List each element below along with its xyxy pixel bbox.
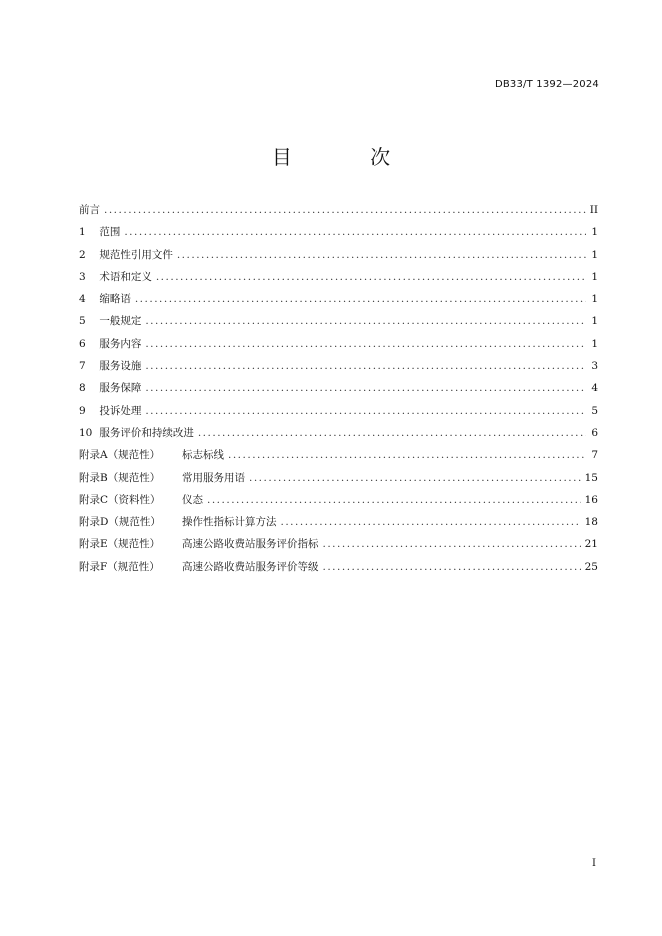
toc-entry-number: 附录F（规范性） (79, 560, 160, 573)
toc-entry-number: 附录C（资料性） (79, 493, 161, 506)
toc-entry-label: 附录D（规范性） 操作性指标计算方法 (79, 511, 277, 533)
toc-entry-7[interactable] (79, 355, 598, 377)
leader-dots (323, 533, 581, 555)
toc-entry-1[interactable] (79, 221, 598, 243)
toc-entry-label: 4 缩略语 (79, 288, 131, 310)
toc-entry-label: 3 术语和定义 (79, 266, 152, 288)
toc-entry-label: 附录F（规范性） 高速公路收费站服务评价等级 (79, 556, 319, 578)
toc-entry-label: 5 一般规定 (79, 310, 141, 332)
toc-entry-number: 附录A（规范性） (79, 449, 161, 462)
toc-entry-page: 16 (584, 493, 598, 506)
toc-title: 目 次 (271, 145, 427, 169)
toc-entry-page: 3 (591, 360, 598, 373)
leader-dots (198, 422, 586, 444)
toc-entry-number: 8 (79, 382, 86, 395)
leader-dots (145, 310, 586, 332)
leader-dots (145, 377, 586, 399)
toc-entry-number: 7 (79, 360, 86, 373)
toc-entry-8[interactable] (79, 377, 598, 399)
table-of-contents (79, 199, 598, 578)
toc-entry-page: 1 (591, 226, 598, 239)
toc-entry-page: 1 (591, 293, 598, 306)
leader-dots (281, 511, 581, 533)
toc-entry-4[interactable] (79, 288, 598, 310)
toc-entry-page: 18 (584, 516, 598, 529)
toc-entry-2[interactable] (79, 244, 598, 266)
toc-entry-number: 附录E（规范性） (79, 538, 161, 551)
leader-dots (207, 489, 581, 511)
toc-entry-foreword[interactable] (79, 199, 598, 221)
toc-entry-appendix-b[interactable] (79, 467, 598, 489)
toc-entry-number: 1 (79, 226, 86, 239)
toc-entry-page: 21 (584, 538, 598, 551)
toc-entry-number: 附录D（规范性） (79, 516, 161, 529)
toc-entry-page: 4 (591, 382, 598, 395)
toc-entry-appendix-d[interactable] (79, 511, 598, 533)
leader-dots (104, 199, 586, 221)
toc-entry-page: 25 (584, 560, 598, 573)
toc-entry-page: II (589, 204, 598, 216)
toc-entry-label: 7 服务设施 (79, 355, 141, 377)
toc-entry-number: 2 (79, 248, 86, 261)
toc-entry-number: 5 (79, 315, 86, 328)
toc-entry-10[interactable] (79, 422, 598, 444)
page-number: I (592, 858, 596, 869)
toc-entry-page: 7 (591, 449, 598, 462)
toc-entry-label: 附录A（规范性） 标志标线 (79, 444, 224, 466)
toc-entry-label: 6 服务内容 (79, 333, 141, 355)
toc-entry-5[interactable] (79, 310, 598, 332)
toc-entry-number: 附录B（规范性） (79, 471, 161, 484)
toc-entry-appendix-f[interactable] (79, 556, 598, 578)
leader-dots (323, 556, 581, 578)
toc-entry-label: 1 范围 (79, 221, 120, 243)
leader-dots (135, 288, 586, 310)
toc-entry-page: 5 (591, 404, 598, 417)
toc-entry-number: 4 (79, 293, 86, 306)
toc-entry-appendix-a[interactable] (79, 444, 598, 466)
toc-entry-page: 6 (591, 426, 598, 439)
toc-entry-number: 9 (79, 404, 86, 417)
toc-entry-label: 8 服务保障 (79, 377, 141, 399)
toc-entry-page: 1 (591, 248, 598, 261)
leader-dots (156, 266, 586, 288)
toc-entry-number: 10 (79, 426, 93, 439)
toc-entry-label: 附录B（规范性） 常用服务用语 (79, 467, 245, 489)
toc-entry-3[interactable] (79, 266, 598, 288)
toc-entry-page: 15 (584, 471, 598, 484)
leader-dots (145, 400, 586, 422)
toc-entry-number: 6 (79, 337, 86, 350)
toc-entry-6[interactable] (79, 333, 598, 355)
leader-dots (177, 244, 586, 266)
leader-dots (228, 444, 586, 466)
leader-dots (145, 355, 586, 377)
toc-entry-label: 前言 (79, 204, 100, 216)
toc-entry-page: 1 (591, 270, 598, 283)
leader-dots (249, 467, 581, 489)
toc-entry-appendix-c[interactable] (79, 489, 598, 511)
document-code: DB33/T 1392—2024 (494, 79, 599, 90)
toc-entry-9[interactable] (79, 400, 598, 422)
leader-dots (124, 221, 586, 243)
toc-entry-label: 9 投诉处理 (79, 400, 141, 422)
leader-dots (145, 333, 586, 355)
toc-entry-page: 1 (591, 337, 598, 350)
toc-entry-page: 1 (591, 315, 598, 328)
toc-entry-label: 附录E（规范性） 高速公路收费站服务评价指标 (79, 533, 319, 555)
toc-entry-appendix-e[interactable] (79, 533, 598, 555)
toc-entry-label: 10 服务评价和持续改进 (79, 422, 194, 444)
toc-entry-label: 2 规范性引用文件 (79, 244, 173, 266)
toc-entry-label: 附录C（资料性） 仪态 (79, 489, 203, 511)
toc-entry-number: 3 (79, 270, 86, 283)
